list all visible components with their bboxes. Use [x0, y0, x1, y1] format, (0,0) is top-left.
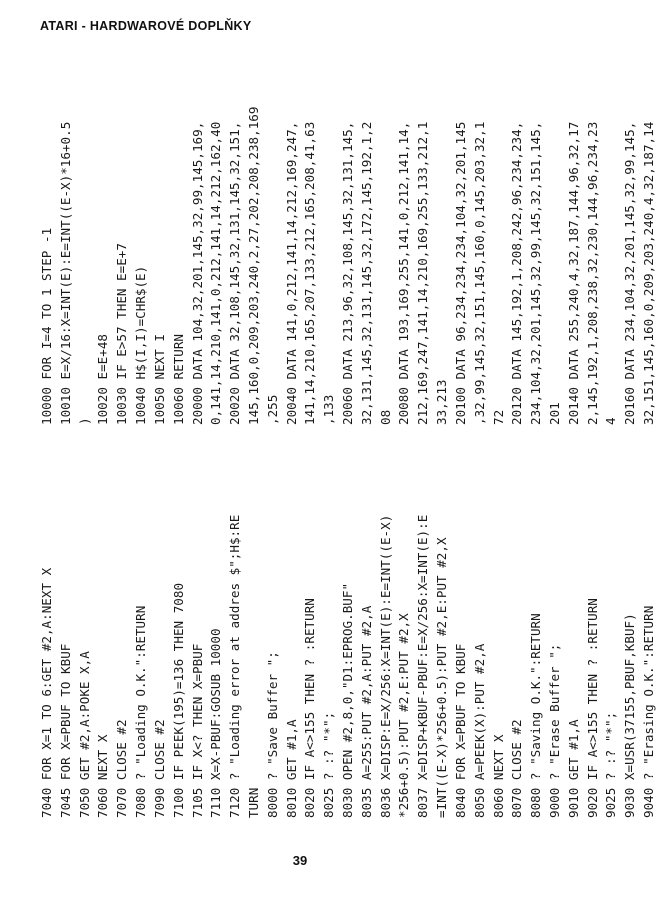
code-line: 72	[490, 409, 506, 425]
code-line: 10040 H$(I,I)=CHR$(E)	[133, 265, 149, 425]
code-line: 7120 ? "Loading error at addres $";H$:RE	[227, 514, 243, 818]
code-line: 7060 NEXT X	[95, 734, 111, 818]
code-line: 20060 DATA 213,96,32,108,145,32,131,145,	[340, 121, 355, 425]
code-line: 9040 ? "Erasing O.K.":RETURN	[641, 605, 656, 818]
page-header: ATARI - HARDWAROVÉ DOPLŇKY	[40, 19, 252, 33]
code-line: 7045 FOR X=PBUF TO KBUF	[57, 643, 73, 818]
code-line: 8040 FOR X=PBUF TO KBUF	[452, 643, 468, 818]
code-line: )	[76, 417, 92, 425]
code-line: ,255	[264, 394, 280, 425]
code-line: 9020 IF A<>155 THEN ? :RETURN	[584, 598, 600, 818]
code-line: 08	[377, 409, 393, 425]
listing-left-column	[38, 515, 659, 818]
code-line: 4	[603, 417, 619, 425]
code-line: 8030 OPEN #2,8,0,"D1:EPROG.BUF"	[340, 582, 355, 818]
code-line: 7070 CLOSE #2	[114, 719, 130, 818]
code-line: 20160 DATA 234,104,32,201,145,32,99,145,	[622, 121, 638, 425]
code-line: TURN	[245, 787, 261, 818]
code-line: 33,213	[434, 379, 450, 425]
code-line: 7050 GET #2,A:POKE X,A	[76, 651, 92, 818]
code-line: 10000 FOR I=4 TO 1 STEP -1	[39, 227, 54, 425]
code-line: 20020 DATA 32,108,145,32,131,145,32,151,	[227, 121, 243, 425]
listing-right-column	[38, 107, 659, 425]
code-line: 8070 CLOSE #2	[509, 719, 525, 818]
code-line: 9000 ? "Erase Buffer ";	[546, 643, 562, 818]
code-line: 2,145,192,1,208,238,32,230,144,96,234,23	[584, 121, 600, 425]
code-line: 145,160,0,209,203,240,2,27,202,208,238,169	[245, 106, 261, 425]
code-line: 234,104,32,201,145,32,99,145,32,151,145,	[528, 121, 544, 425]
code-line: 9025 ? :? "*";	[603, 711, 619, 818]
code-line: 8050 A=PEEK(X):PUT #2,A	[471, 643, 487, 818]
code-line: 7100 IF PEEK(195)=136 THEN 7080	[170, 582, 186, 818]
code-line: 201	[546, 402, 562, 425]
code-line: 8037 X=DISP+KBUF-PBUF:E=X/256:X=INT(E):E	[415, 514, 431, 818]
code-line: 20080 DATA 193,169,255,141,0,212,141,14,	[396, 121, 412, 425]
page-number: 39	[292, 853, 308, 868]
code-line: 8025 ? :? "*";	[321, 711, 337, 818]
code-line: 212,169,247,141,14,210,169,255,133,212,1	[415, 121, 431, 425]
code-line: 9010 GET #1,A	[565, 719, 581, 818]
code-line: 20040 DATA 141,0,212,141,14,212,169,247,	[283, 121, 299, 425]
code-line: 10060 RETURN	[170, 334, 186, 425]
code-line: 7105 IF X<? THEN X=PBUF	[189, 643, 205, 818]
code-line: 141,14,210,165,207,133,212,165,208,41,63	[302, 121, 318, 425]
code-line: 9030 X=USR(37155,PBUF,KBUF)	[622, 613, 638, 818]
code-line: 10030 IF E>57 THEN E=E+7	[114, 243, 130, 425]
code-line: 8035 A=255:PUT #2,A:PUT #2,A	[358, 605, 374, 818]
code-line: 8010 GET #1,A	[283, 719, 299, 818]
code-line: ,32,99,145,32,151,145,160,0,145,203,32,1	[471, 121, 487, 425]
code-line: 8080 ? "Saving O.K.":RETURN	[528, 613, 544, 818]
code-line: =INT((E-X)*256+0.5):PUT #2,E:PUT #2,X	[434, 537, 450, 818]
code-line: 0,141,14,210,141,0,212,141,14,212,162,40	[208, 121, 224, 425]
code-line: 10050 NEXT I	[151, 334, 167, 425]
code-line: 7090 CLOSE #2	[151, 719, 167, 818]
code-line: 8000 ? "Save Buffer ";	[264, 651, 280, 818]
code-line: 32,151,145,160,0,209,203,240,4,32,187,14	[641, 121, 656, 425]
code-line: 32,131,145,32,131,145,32,172,145,192,1,2	[358, 121, 374, 425]
code-line: 8060 NEXT X	[490, 734, 506, 818]
code-line: 7080 ? "Loading O.K.":RETURN	[133, 605, 149, 818]
code-line: 20100 DATA 96,234,234,234,104,32,201,145	[452, 121, 468, 425]
code-line: 8020 IF A<>155 THEN ? :RETURN	[302, 598, 318, 818]
code-line: 20140 DATA 255,240,4,32,187,144,96,32,17	[565, 121, 581, 425]
code-line: ,133	[321, 394, 337, 425]
code-line: 10010 E=X/16:X=INT(E):E=INT((E-X)*16+0.5	[57, 121, 73, 425]
code-line: *256+0.5):PUT #2,E:PUT #2,X	[396, 613, 412, 818]
code-line: 20000 DATA 104,32,201,145,32,99,145,169,	[189, 121, 205, 425]
basic-program-listing	[38, 33, 656, 818]
code-line: 8036 X=DISP:E=X/256:X=INT(E):E=INT((E-X)	[377, 514, 393, 818]
code-line: 7040 FOR X=1 TO 6:GET #2,A:NEXT X	[39, 567, 54, 818]
code-line: 20120 DATA 145,192,1,208,242,96,234,234,	[509, 121, 525, 425]
code-line: 7110 X=X-PBUF:GOSUB 10000	[208, 628, 224, 818]
code-line: 10020 E=E+48	[95, 334, 111, 425]
